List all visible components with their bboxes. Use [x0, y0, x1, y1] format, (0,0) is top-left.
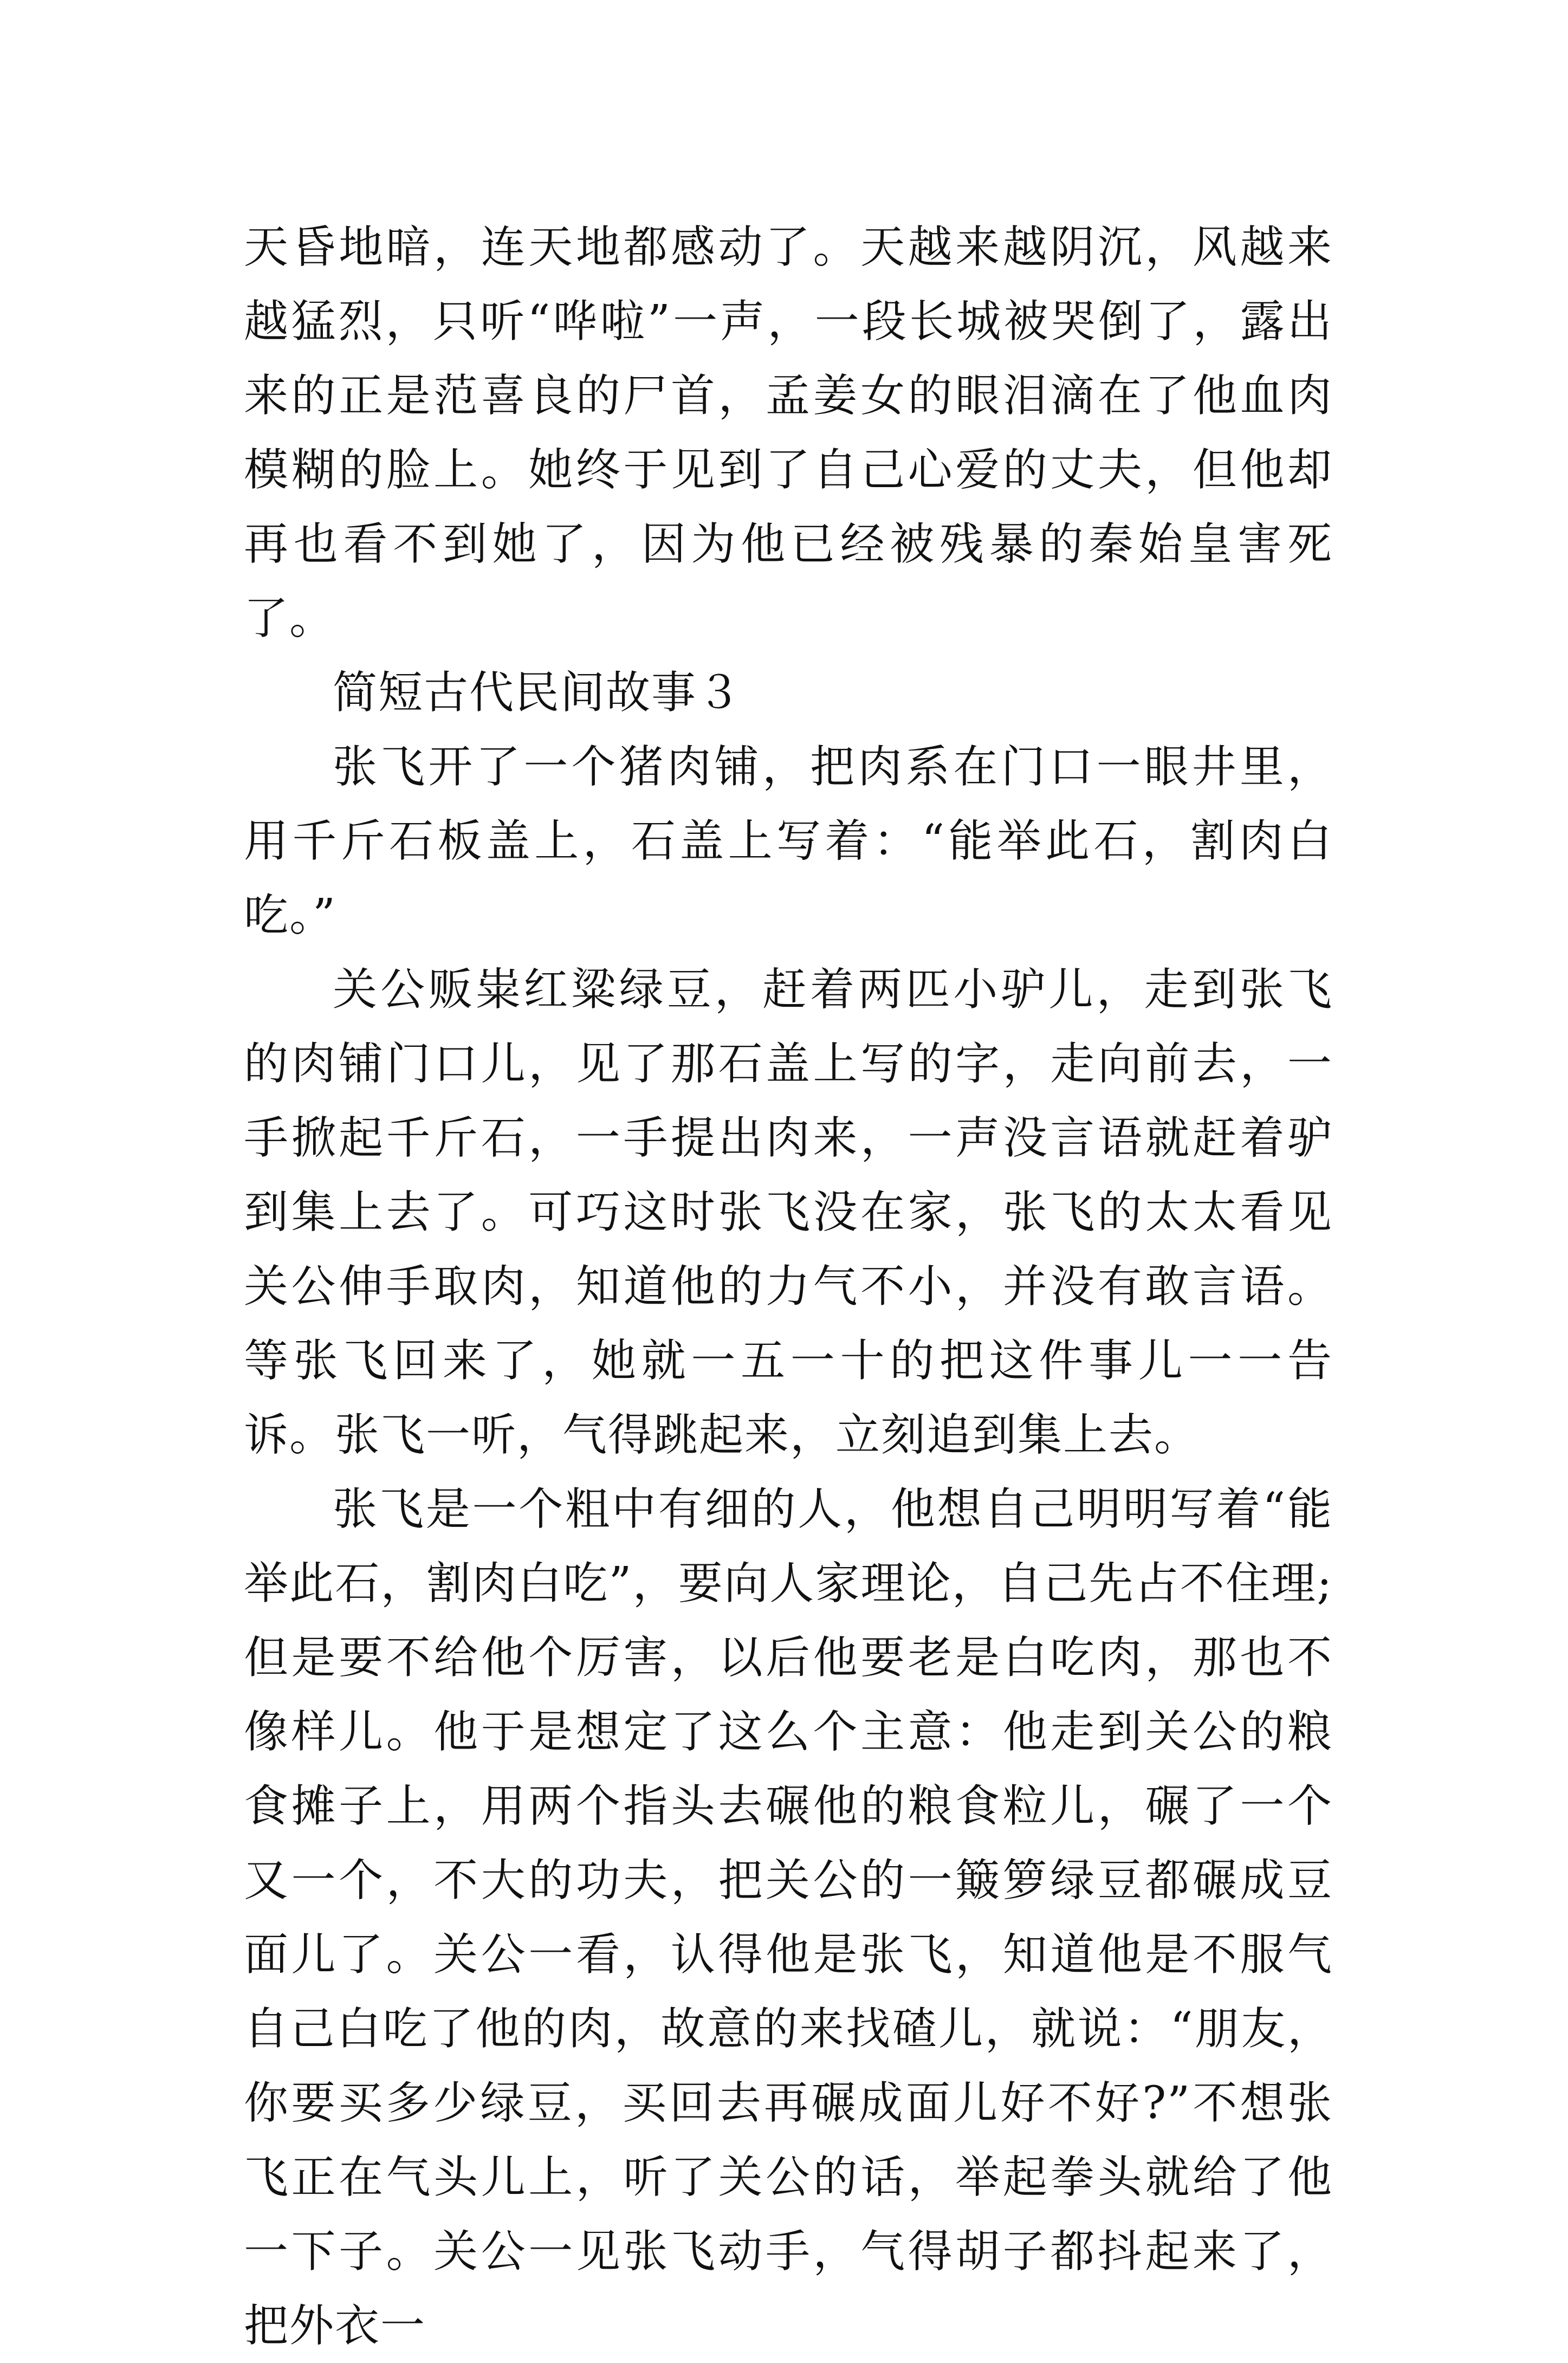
paragraph-1: 张飞开了一个猪肉铺，把肉系在门口一眼井里，用千斤石板盖上，石盖上写着：“能举此石，割肉白吃。” — [244, 741, 1333, 941]
paragraph-2: 关公贩粜红粱绿豆，赶着两匹小驴儿，走到张飞的肉铺门口儿，见了那石盖上写的字，走向前去，一手掀起千斤石，一手提出肉来，一声没言语就赶着驴到集上去了。可巧这时张飞没在家，张飞的太太看见关公伸手取肉，知道他的力气不小，并没有敢言语。等张飞回来了，她就一五一十的把这件事儿一一告诉。张飞一听，气得跳起来，立刻追到集上去。 — [244, 964, 1333, 1461]
continuation-paragraph: 天昏地暗，连天地都感动了。天越来越阴沉，风越来越猛烈，只听“哗啦”一声，一段长城被哭倒了，露出来的正是范喜良的尸首，孟姜女的眼泪滴在了他血肉模糊的脸上。她终于见到了自己心爱的丈夫，但他却再也看不到她了，因为他已经被残暴的秦始皇害死了。 — [244, 222, 1333, 644]
paragraph-3: 张飞是一个粗中有细的人，他想自己明明写着“能举此石，割肉白吃”，要向人家理论，自己先占不住理;但是要不给他个厉害，以后他要老是白吃肉，那也不像样儿。他于是想定了这么个主意：他走到关公的粮食摊子上，用两个指头去碾他的粮食粒儿，碾了一个又一个，不大的功夫，把关公的一簸箩绿豆都碾成豆面儿了。关公一看，认得他是张飞，知道他是不服气自己白吃了他的肉，故意的来找碴儿，就说：“朋友，你要买多少绿豆，买回去再碾成面儿好不好?”不想张飞正在气头儿上，听了关公的话，举起拳头就给了他一下子。关公一见张飞动手，气得胡子都抖起来了，把外衣一 — [244, 1484, 1333, 2352]
story-heading: 简短古代民间故事３ — [333, 667, 743, 718]
document-body — [244, 210, 1333, 2363]
